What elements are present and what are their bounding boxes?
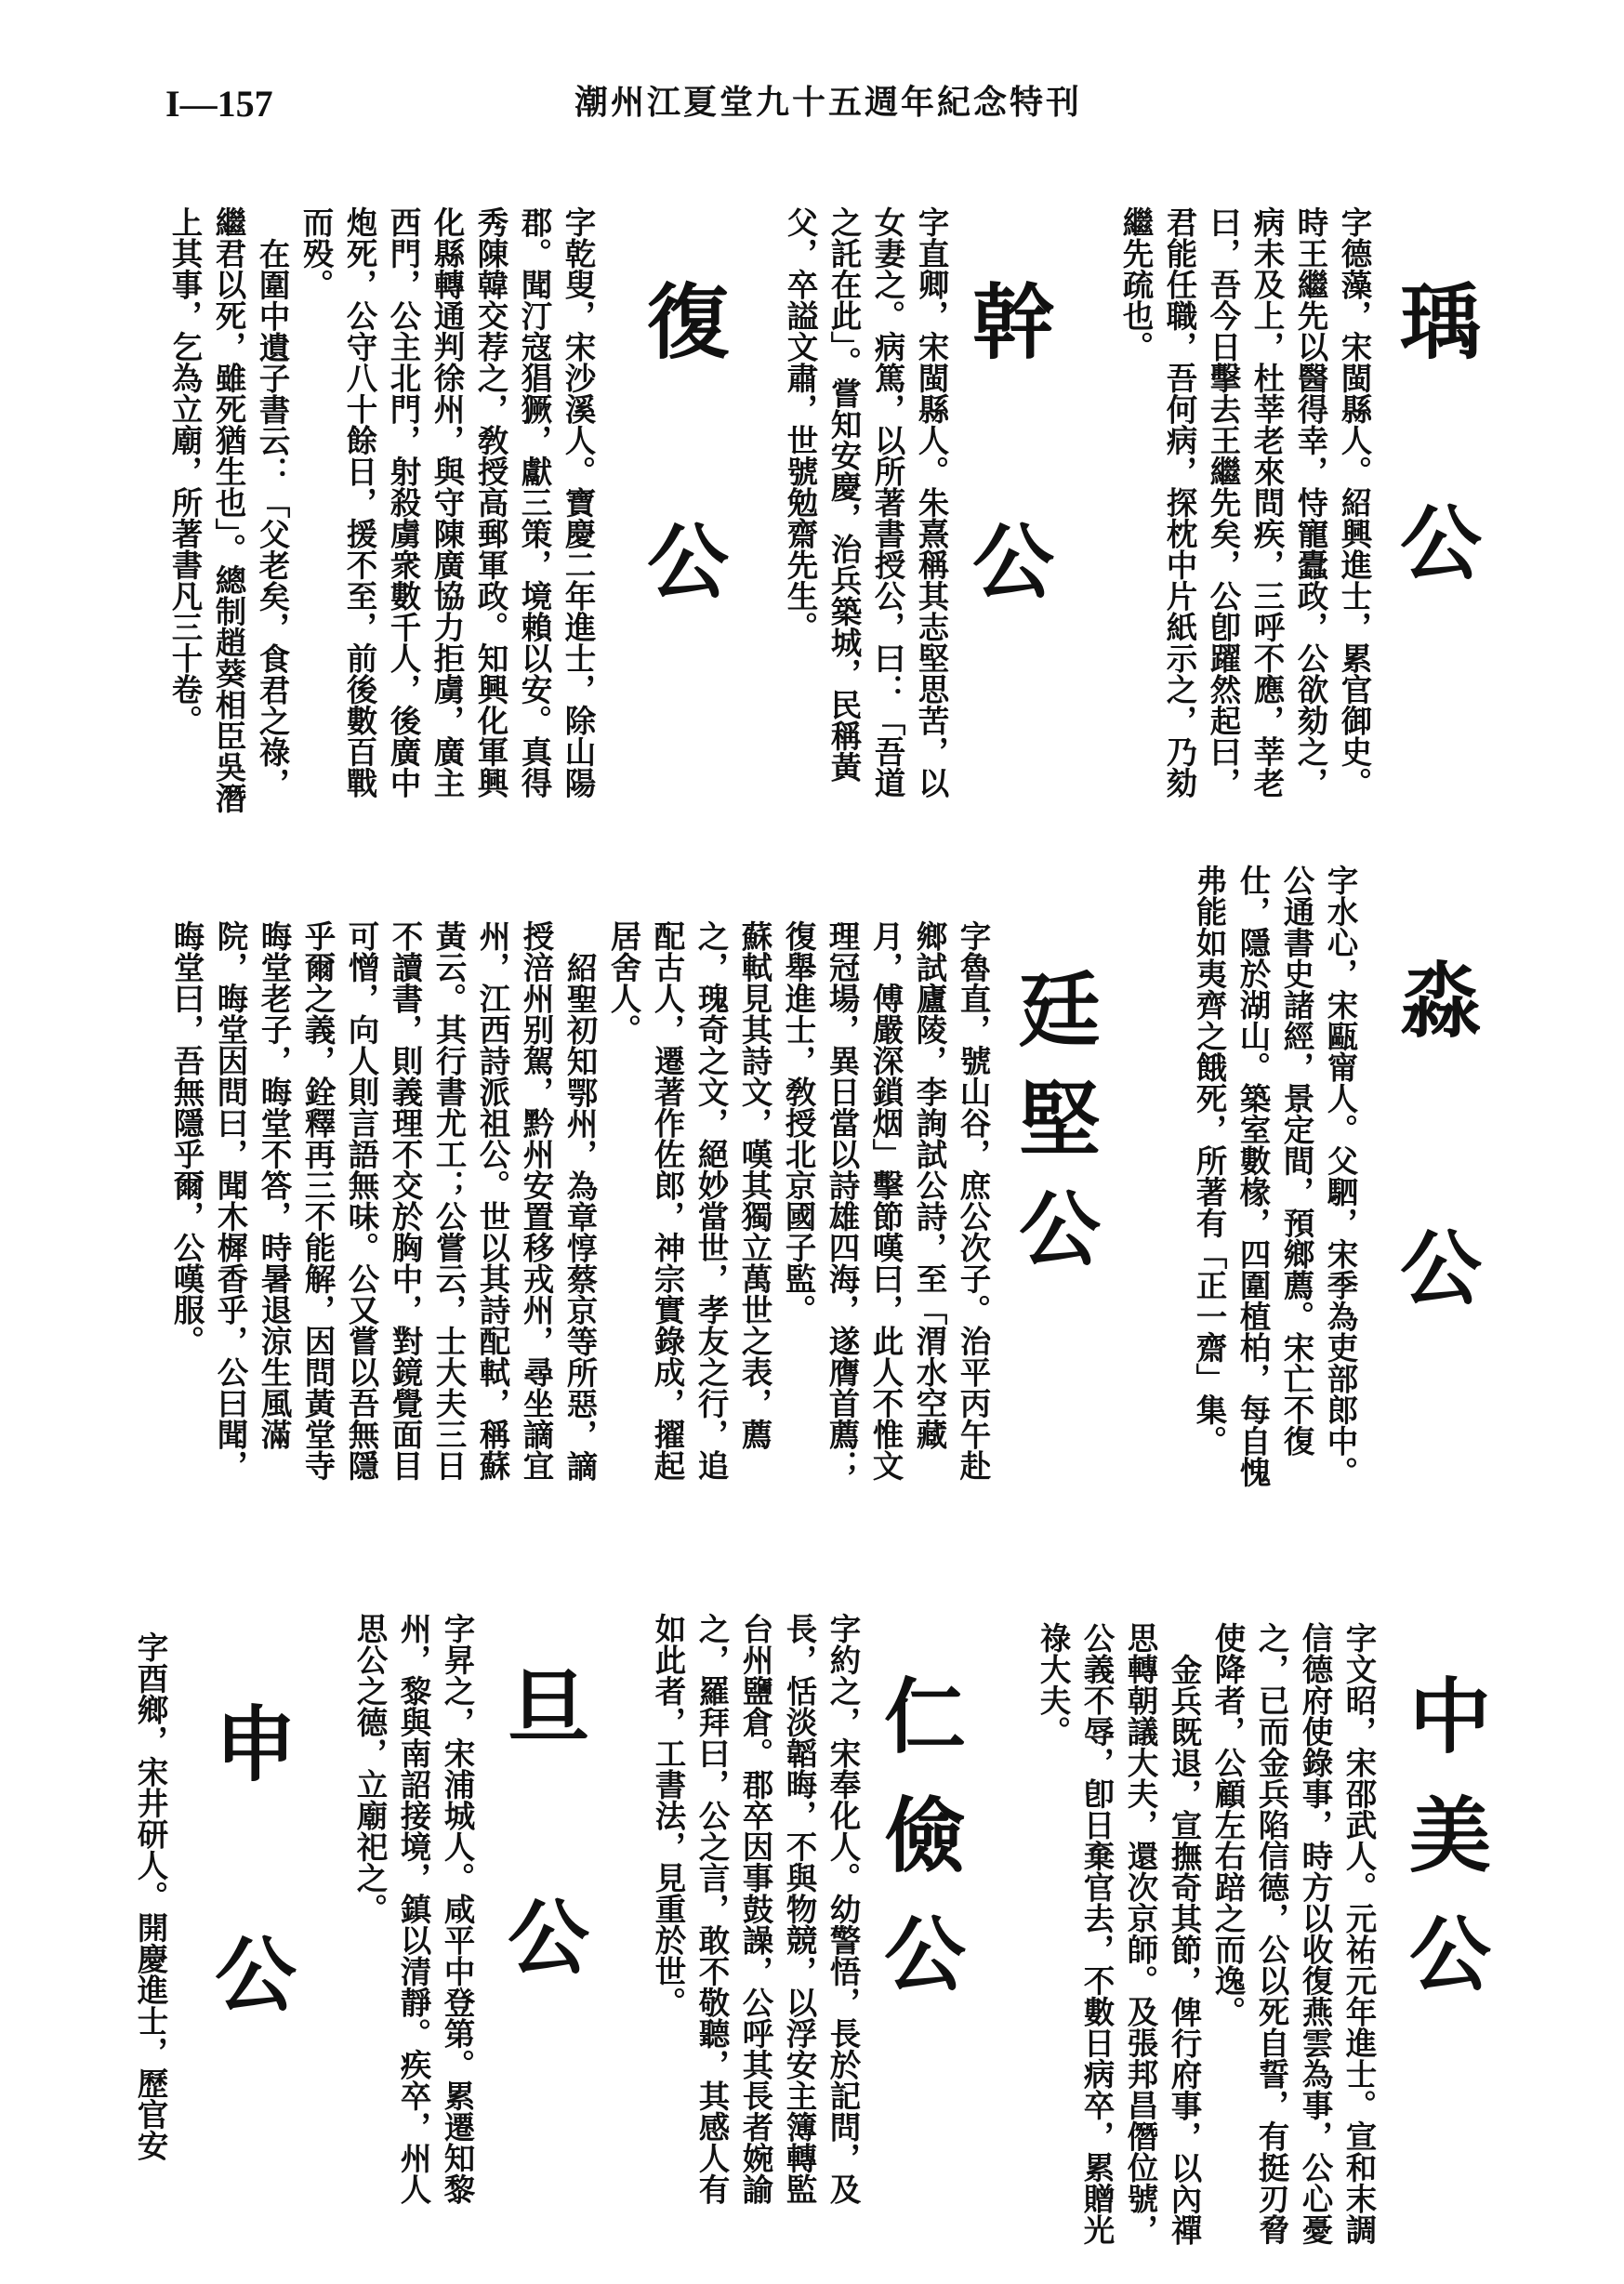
running-header: 潮州江夏堂九十五週年紀念特刊: [574, 83, 1083, 122]
section-title: 廷堅公: [1006, 967, 1102, 1296]
section-paragraph: 在圍中遺子書云：「父老矣，食君之祿，繼君以死，雖死猶生也」。總制趙葵相臣吳潛上其事，乞為立廟，所著書凡三十卷。: [166, 206, 290, 814]
section-body: [112, 920, 995, 1506]
section-paragraph: 字水心，宋甌甯人。父駟，宋季為吏部郎中。公通書史諸經，景定間，預鄉薦。宋亡不復仕，隱於湖山。築室數椽，四圍植柏，每自愧弗能如夷齊之餓死，所著有「正一齋」集。: [1191, 865, 1358, 1487]
section-title: 淼公: [1387, 957, 1484, 1493]
section-title: 瑀公: [1387, 279, 1484, 721]
section-body: [112, 206, 600, 827]
section-paragraph: 字酉鄉，宋井研人。開慶進士，歷官安: [132, 1631, 168, 2161]
section-paragraph: 字乾叟，宋沙溪人。寶慶二年進士，除山陽郡。聞汀寇猖獗，獻三策，境賴以安。真得秀陳韓交荐之，敎授高郵軍政。知興化軍興化縣轉通判徐州，與守陳廣協力拒虜，廣主西門，公主北門，射殺虜衆數千人，後廣中炮死，公守八十餘日，援不至，前後數百戰而殁。: [297, 206, 596, 799]
section-title: 申公: [202, 1701, 298, 2162]
section-body: [1111, 865, 1362, 1506]
section-title: 旦公: [495, 1664, 591, 2125]
section-body: [734, 206, 953, 827]
section-body: [116, 1631, 172, 2236]
section-body: [1078, 206, 1376, 827]
section-body: [595, 1613, 865, 2217]
section-paragraph: 字昇之，宋浦城人。咸平中登第。累遷知黎州，黎與南詔接境，鎮以清靜。疾卒，州人思公之德，立廟祀之。: [351, 1613, 475, 2205]
section-paragraph: 字約之，宋奉化人。幼警悟，長於記問，及長，恬淡韜晦，不與物競，以浮安主簿轉監台州鹽倉。郡卒因事鼓譟，公呼其長者婉諭之，羅拜曰，公之言，敢不敬聽，其感人有如此者，工書法，見重於世。: [650, 1613, 861, 2205]
page-number: I—157: [165, 83, 273, 125]
section-title: 復公: [634, 279, 731, 759]
section-title: 幹公: [959, 279, 1056, 759]
section-paragraph: 字魯直，號山谷，庶公次子。治平丙午赴鄉試廬陵，李詢試公詩，至「渭水空藏月，傅嚴深鎖烟」擊節嘆曰，此人不惟文理冠場，異日當以詩雄四海，遂膺首薦；復舉進士，敎授北京國子監。: [780, 920, 991, 1481]
section-body: [307, 1613, 479, 2217]
section-paragraph: 字德藻，宋閩縣人。紹興進士，累官御史。時王繼先以醫得幸，恃寵蠹政，公欲劾之，病未及上，杜莘老來問疾，三呼不應，莘老曰，吾今日擊去王繼先矣，公卽躍然起曰，君能任職，吾何病，探枕中片紙示之，乃劾繼先疏也。: [1117, 206, 1372, 799]
section-paragraph: 字文昭，宋邵武人。元祐元年進士。宣和末調信德府使錄事，時方以收復燕雲為事，公心憂之，已而金兵陷信德，公以死自誓，有挺刃脅使降者，公顧左右踣之而逸。: [1209, 1622, 1377, 2245]
section-body: [995, 1622, 1380, 2254]
section-title: 仁儉公: [871, 1673, 968, 2030]
section-title: 中美公: [1396, 1673, 1493, 2030]
section-paragraph: 蘇軾見其詩文，嘆其獨立萬世之表，薦之，瑰奇之文，絕妙當世，孝友之行，追配古人，遷著作佐郎，神宗實錄成，擢起居舍人。: [605, 920, 772, 1481]
section-paragraph: 金兵既退，宣撫奇其節，俾行府事，以內禪思轉朝議大夫，還次京師。及張邦昌僭位號，公義不辱，卽日棄官去，不數日病卒，累贈光祿大夫。: [1035, 1622, 1202, 2246]
section-paragraph: 紹聖初知鄂州，為章惇蔡京等所惡，謫授涪州别駕，黔州安置移戎州，尋坐謫宜州，江西詩派祖公。世以其詩配軾，稱蘇黃云。其行書尤工；公嘗云，士大夫三日不讀書，則義理不交於胸中，對鏡覺面目可憎，向人則言語無味。公又嘗以吾無隱乎爾之義，銓釋再三不能解，因問黃堂寺晦堂老子，晦堂不答，時暑退涼生風滿院，晦堂因問曰，聞木樨香乎，公曰聞，晦堂曰，吾無隱乎爾，公嘆服。: [168, 920, 598, 1482]
section-paragraph: 字直卿，宋閩縣人。朱熹稱其志堅思苦，以女妻之。病篤，以所著書授公，曰：「吾道之託在此」。嘗知安慶，治兵築城，民稱黃父，卒謚文肅，世號勉齋先生。: [782, 206, 949, 799]
